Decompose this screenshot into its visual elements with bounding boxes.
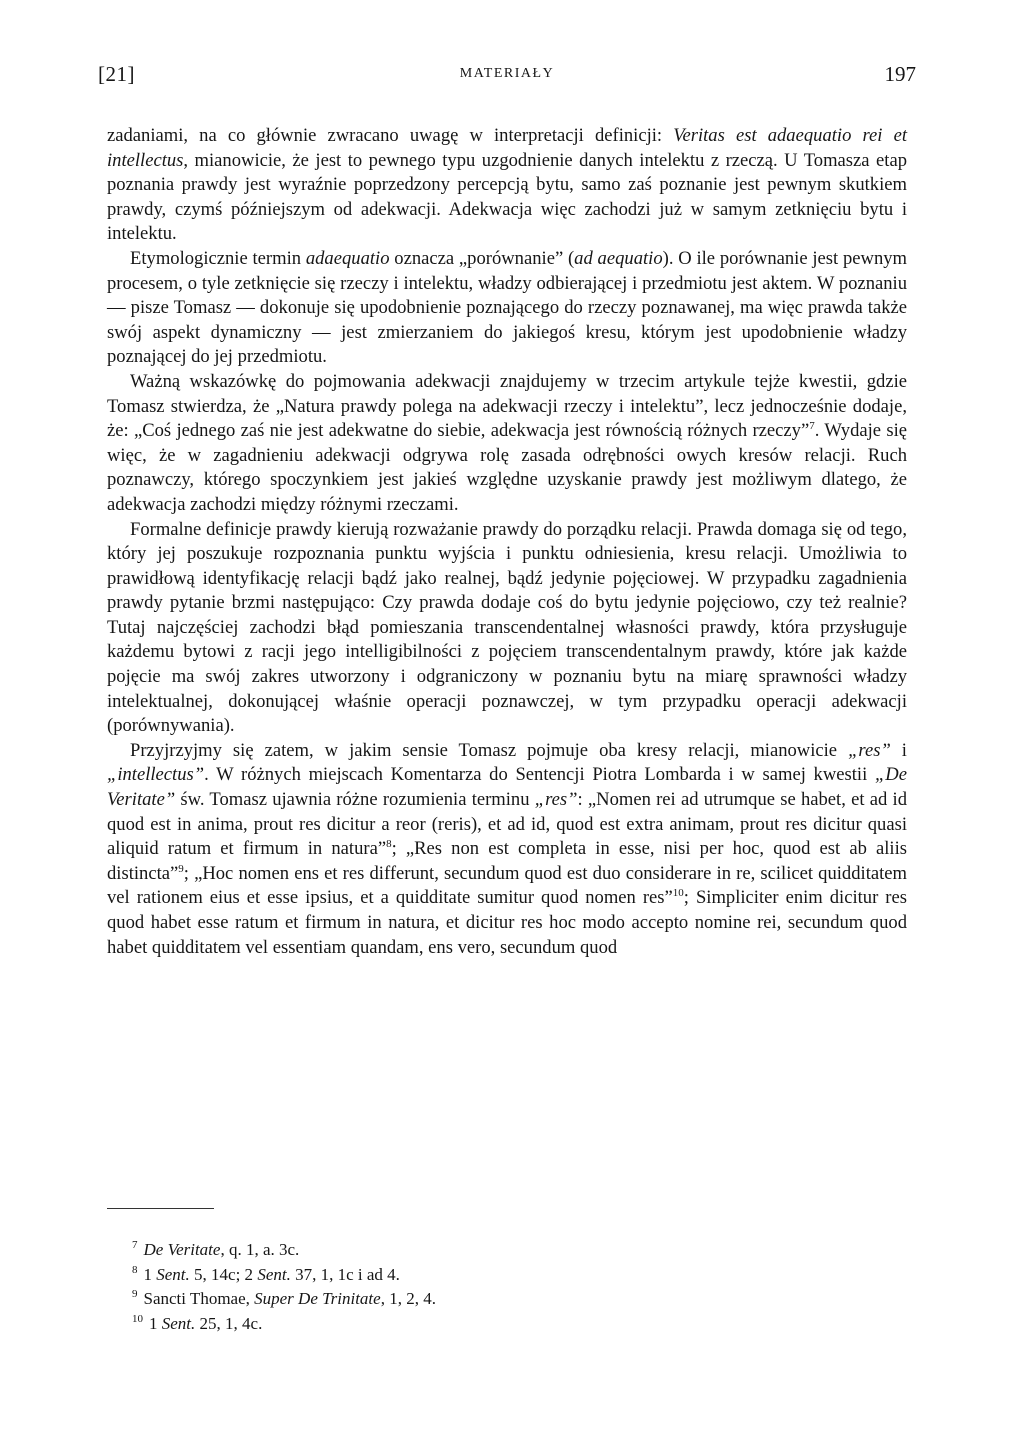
text-run: Formalne definicje prawdy kierują rozważanie prawdy do porządku relacji. Prawda domaga się od tego, który jej poszukuje rozpoznania punktu wyjścia i punktu odniesienia, kresu relacji. Umożliwia to prawidłową identyfikację relacji bądź jako realnej, bądź jedynie pojęciowej. W przypadku zagadnienia prawdy pytanie brzmi następująco: Czy prawda dodaje coś do bytu jedynie pojęciowo, czy też realnie? Tutaj najczęściej zachodzi błąd pomieszania transcendentalnej własności prawdy, która przysługuje każdemu bytowi z racji jego intelligibilności z pojęciem transcendentalnym prawdy, które jak każde pojęcie ma swój zakres utworzony i odgraniczony w poznaniu bytu na miarę sprawności władzy intelektualnej, dokonującej właśnie operacji poznawczej, w tym przypadku operacji adekwacji (porównywania). [107, 518, 907, 737]
paragraph [107, 370, 907, 518]
footnote-text [144, 1265, 400, 1284]
italic-text: „res” [534, 789, 578, 811]
text-run: . W różnych miejscach Komentarza do Sentencji Piotra Lombarda i w samej kwestii [204, 764, 875, 786]
text-run: 5, 14c; 2 [189, 1264, 258, 1284]
italic-text: ad aequatio [574, 247, 663, 269]
text-run: 37, 1, 1c i ad 4. [290, 1264, 400, 1284]
text-run: Przyjrzyjmy się zatem, w jakim sensie Tomasz pojmuje oba kresy relacji, mianowicie [130, 739, 849, 761]
footnote [132, 1238, 892, 1263]
page-number: 197 [884, 62, 916, 86]
italic-text: „De Veritate” [107, 764, 907, 811]
text-run: ; „Res non est completa in esse, nisi per hoc, quod est ab aliis distincta” [107, 838, 908, 884]
footnote-ref: 10 [672, 887, 684, 900]
footnote-ref: 8 [386, 838, 392, 851]
body-text [107, 124, 907, 960]
text-run: Ważną wskazówkę do pojmowania adekwacji znajdujemy w trzecim artykule tejże kwestii, gdzie Tomasz stwierdza, że „Natura prawdy polega na adekwacji rzeczy i intelektu”, lecz jednocześnie dodaje, że: „Coś jednego zaś nie jest adekwatne do siebie, adekwacja jest równością różnych rzeczy” [107, 370, 907, 442]
text-run: ). O ile porównanie jest pewnym procesem, o tyle zetknięcie się rzeczy i intelektu, władzy odbierającej i przedmiotu jest aktem. W poznaniu — pisze Tomasz — dokonuje się upodobnienie poznającego do rzeczy poznawanej, ma więc prawda także swój aspekt dynamiczny — jest zmierzaniem do jakiegoś kresu, którym jest upodobnienie władzy poznającej do jej przedmiotu. [107, 247, 908, 368]
italic-text: De Veritate [143, 1240, 221, 1259]
text-run: 25, 1, 4c. [195, 1313, 263, 1333]
text-run: św. Tomasz ujawnia różne rozumienia terminu [175, 789, 535, 811]
text-run: . Wydaje się więc, że w zagadnieniu adekwacji odgrywa rolę zasada odrębności owych kresów relacji. Ruch poznawczy, którego spoczynkiem jest jakieś względne uzyskanie prawdy jest możliwym dlatego, że adekwacja zachodzi między różnymi rzeczami. [107, 420, 907, 515]
text-run: ; Simpliciter enim dicitur res quod habet esse ratum et firmum in natura, et dicitur res hoc modo accepto nomine rei, secundum quod habet quidditatem vel essentiam quandam, ens vero, secundum quod [107, 887, 907, 958]
footnote-number: 8 [132, 1263, 138, 1276]
text-run: 1 [143, 1264, 157, 1284]
text-run: Etymologicznie termin [130, 247, 306, 269]
footnote-number: 10 [132, 1312, 143, 1325]
running-title: MATERIAŁY [459, 66, 555, 81]
footnote [132, 1287, 892, 1312]
italic-text: „res” [848, 739, 891, 761]
footnote-ref: 9 [178, 862, 184, 875]
footnote-text [144, 1289, 436, 1308]
paragraph [107, 247, 907, 370]
italic-text: „intellectus” [107, 764, 205, 786]
italic-text: Sent. [156, 1264, 190, 1284]
italic-text: Super De Trinitate [254, 1289, 381, 1308]
footnote-divider [107, 1208, 214, 1209]
section-number: [21] [98, 62, 135, 86]
footnote-text [149, 1314, 262, 1333]
italic-text: adaequatio [305, 247, 390, 269]
footnote-ref: 7 [809, 419, 815, 432]
running-header [98, 62, 916, 92]
footnote-text [144, 1240, 300, 1259]
text-run: i [890, 739, 907, 761]
text-run: Sancti Thomae, [143, 1289, 255, 1308]
paragraph [107, 739, 907, 960]
text-run: , mianowicie, że jest to pewnego typu uzgodnienie danych intelektu z rzeczą. U Tomasza etap poznania prawdy jest wyraźnie poprzedzony percepcją bytu, samo zaś poznanie jest pewnym skutkiem prawdy, czymś późniejszym od adekwacji. Adekwacja więc zachodzi już w samym zetknięciu bytu i intelektu. [107, 149, 907, 245]
italic-text: Veritas est adaequatio rei et intellectus [107, 125, 907, 171]
text-run: zadaniami, na co głównie zwracano uwagę w interpretacji definicji: [107, 125, 674, 146]
footnote-number: 9 [132, 1288, 138, 1301]
text-run: ; „Hoc nomen ens et res differunt, secundum quod est duo considerare in re, scilicet quidditatem vel rationem eius et esse ipsius, et a quidditate sumitur quod nomen res” [107, 862, 907, 909]
text-run: , 1, 2, 4. [380, 1289, 436, 1308]
paragraph [107, 518, 907, 739]
text-run: : „Nomen rei ad utrumque se habet, et ad id quod est in anima, prout res dicitur a reor (reris), et ad id, quod est extra animam, prout res dicitur quasi aliquid ratum et firmum in natura” [107, 789, 907, 860]
footnote [132, 1263, 892, 1288]
paragraph [107, 124, 907, 247]
italic-text: Sent. [257, 1264, 291, 1284]
text-run: oznacza „porównanie” ( [389, 247, 575, 269]
text-run: 1 [149, 1313, 162, 1333]
footnote-number: 7 [132, 1239, 138, 1252]
footnotes [132, 1238, 892, 1336]
footnote [132, 1312, 892, 1337]
text-run: , q. 1, a. 3c. [220, 1240, 300, 1259]
italic-text: Sent. [161, 1313, 196, 1333]
